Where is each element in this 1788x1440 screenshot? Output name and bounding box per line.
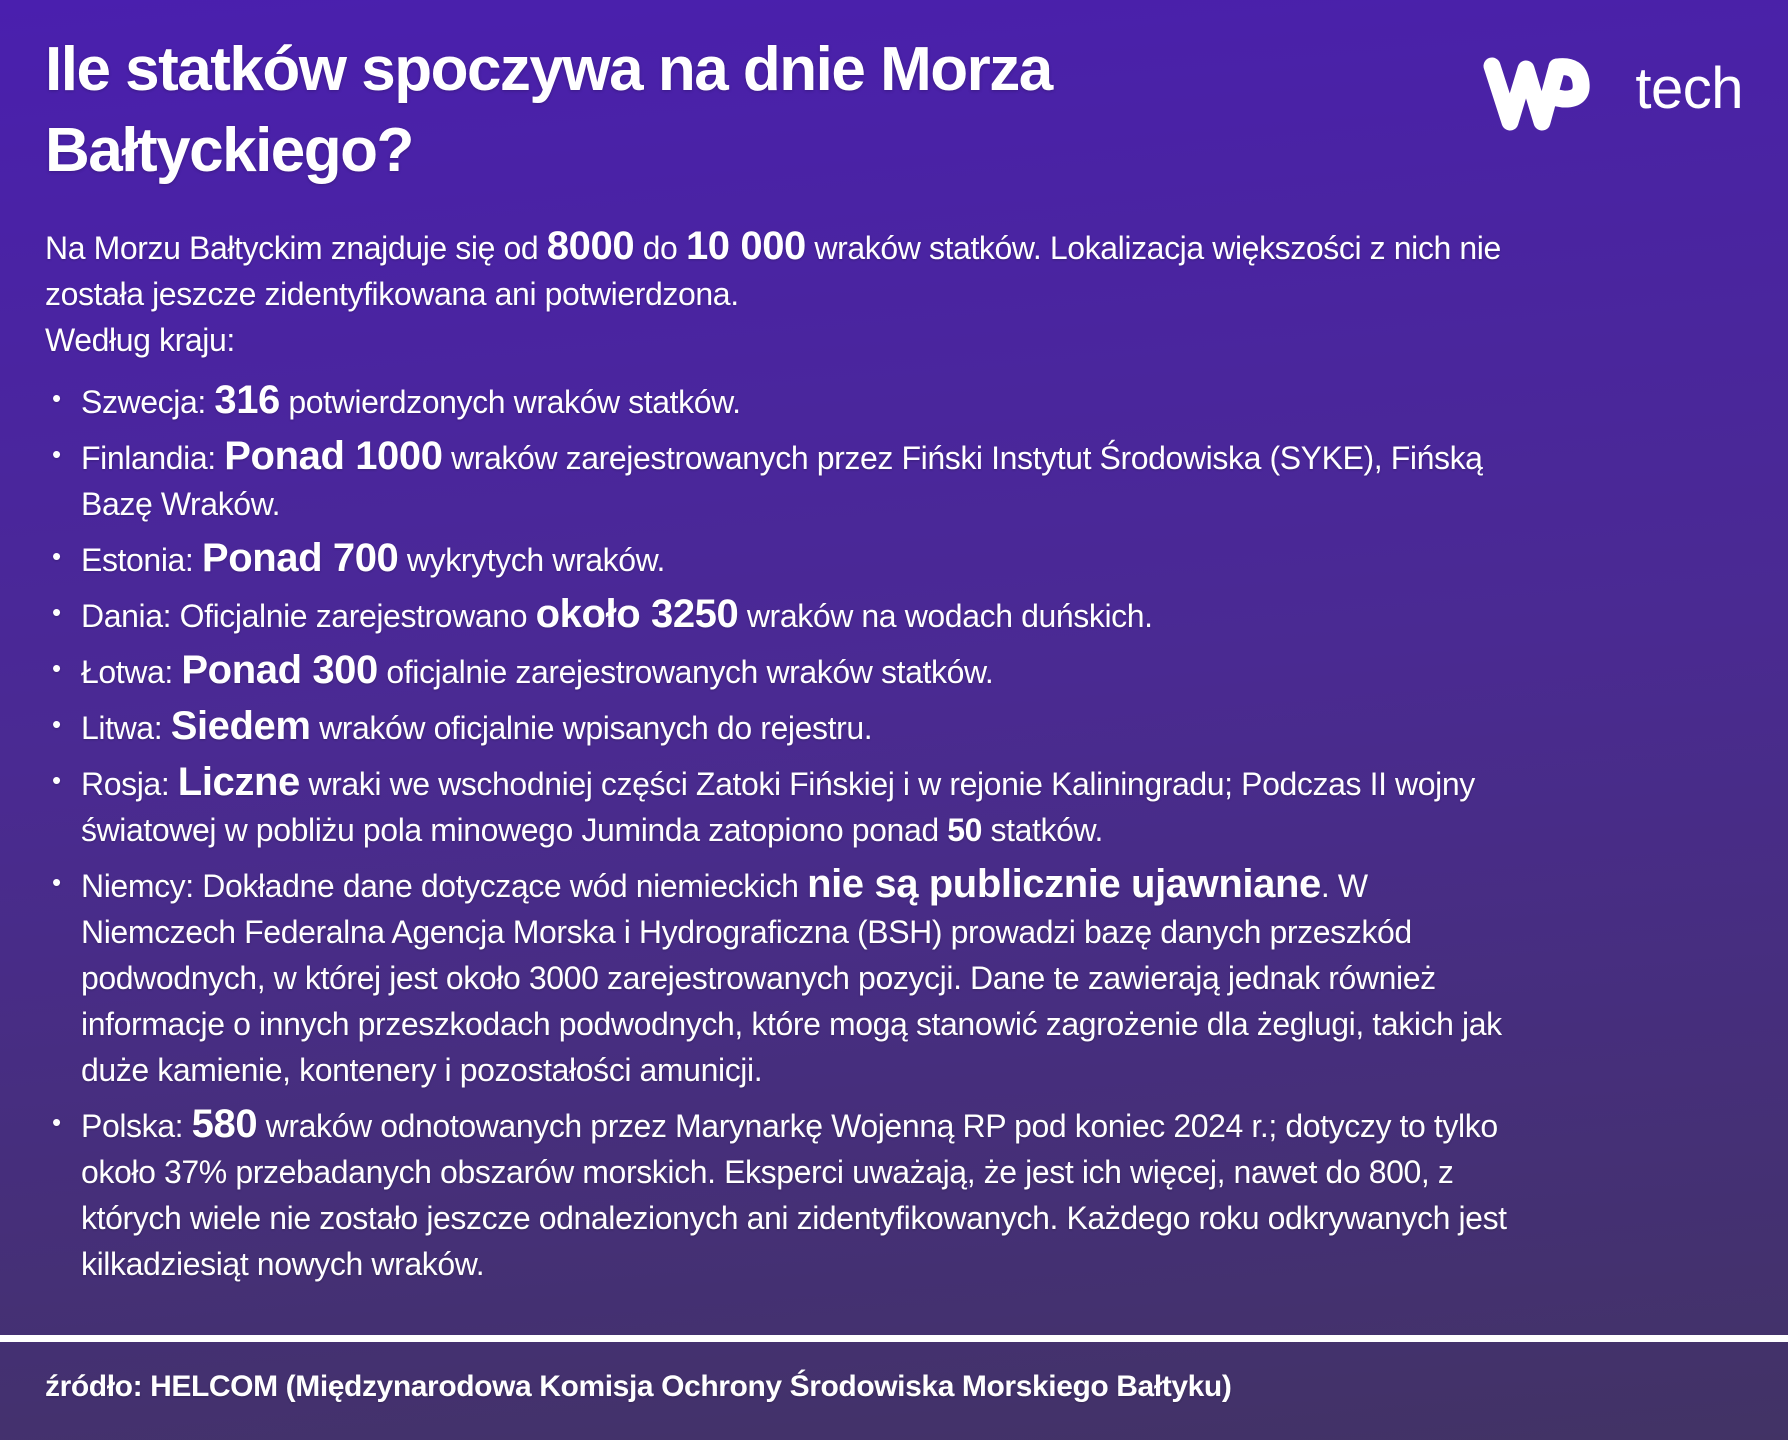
list-item-lotwa — [45, 647, 1515, 695]
text-run: . W Niemczech Federalna Agencja Morska i Hydrograficzna (BSH) prowadzi bazę danych przeszkód podwodnych, w której jest około 3000 zarejestrowanych pozycji. Dane te zawierają jednak również informacje o innych przeszkodach podwodnych, które mogą stanowić zagrożenie dla żeglugi, takich jak duże kamienie, kontenery i pozostałości amunicji. — [81, 868, 1502, 1089]
text-run: wraków na wodach duńskich. — [738, 598, 1153, 635]
text-run: Polska: — [81, 1108, 192, 1145]
page-title: Ile statków spoczywa na dnie Morza Bałtyckiego? — [45, 35, 1052, 185]
list-item-text — [81, 434, 1483, 523]
text-run: wraków statków. Lokalizacja większości z nich nie została jeszcze zidentyfikowana ani potwierdzona. — [45, 230, 1501, 313]
bullet-icon: • — [52, 439, 61, 470]
text-run: wraków odnotowanych przez Marynarkę Wojenną RP pod koniec 2024 r.; dotyczy to tylko około 37% przebadanych obszarów morskich. Eksperci uważają, że jest ich więcej, nawet do 800, z których wiele nie zostało jeszcze odnalezionych ani zidentyfikowanych. Każdego roku odkrywanych jest kilkadziesiąt nowych wraków. — [81, 1108, 1507, 1283]
text-run: Łotwa: — [81, 654, 182, 691]
text-run: Litwa: — [81, 710, 171, 747]
text-run: oficjalnie zarejestrowanych wraków statków. — [377, 654, 994, 691]
emphasis-text: 10 000 — [685, 224, 806, 269]
emphasis-text: 580 — [191, 1102, 258, 1147]
list-item-text — [81, 648, 994, 693]
text-run: wykrytych wraków. — [398, 542, 666, 579]
list-item-text — [81, 378, 741, 423]
text-run: Rosja: — [81, 766, 178, 803]
list-item-dania — [45, 591, 1515, 639]
text-run: Dania: Oficjalnie zarejestrowano — [81, 598, 536, 635]
list-item-text — [81, 760, 1475, 849]
list-item-text — [81, 1102, 1507, 1283]
text-run: wraków oficjalnie wpisanych do rejestru. — [310, 710, 873, 747]
intro-paragraph — [45, 223, 1515, 317]
main-content — [0, 191, 1560, 1335]
emphasis-text: Siedem — [170, 704, 311, 749]
list-item-finlandia — [45, 433, 1515, 527]
emphasis-text: Ponad 300 — [181, 648, 378, 693]
bullet-icon: • — [52, 541, 61, 572]
bullet-icon: • — [52, 597, 61, 628]
list-item-litwa — [45, 703, 1515, 751]
emphasis-text: Ponad 700 — [201, 536, 399, 581]
list-item-estonia — [45, 535, 1515, 583]
source-note: źródło: HELCOM (Międzynarodowa Komisja Ochrony Środowiska Morskiego Bałtyku) — [45, 1370, 1232, 1403]
bullet-icon: • — [52, 867, 61, 898]
list-item-rosja — [45, 759, 1515, 853]
list-item-text — [81, 862, 1502, 1089]
emphasis-text: nie są publicznie ujawniane — [807, 862, 1321, 907]
text-run: Estonia: — [81, 542, 202, 579]
emphasis-text: około 3250 — [535, 592, 739, 637]
bullet-icon: • — [52, 653, 61, 684]
text-run: Niemcy: Dokładne dane dotyczące wód niemieckich — [81, 868, 808, 905]
country-list — [45, 377, 1515, 1287]
wp-tech-logo — [1463, 42, 1743, 142]
list-item-text — [81, 536, 666, 581]
text-run: wraki we wschodniej części Zatoki Fińskiej i w rejonie Kaliningradu; Podczas II wojny światowej w pobliżu pola minowego Juminda zatopiono ponad — [81, 766, 1475, 849]
header — [0, 0, 1788, 191]
text-run: Szwecja: — [81, 384, 215, 421]
list-item-niemcy — [45, 861, 1515, 1093]
text-run: statków. — [982, 812, 1103, 849]
divider-line — [0, 1335, 1788, 1342]
bullet-icon: • — [52, 383, 61, 414]
bullet-icon: • — [52, 1107, 61, 1138]
text-run: potwierdzonych wraków statków. — [279, 384, 741, 421]
emphasis-text: 316 — [214, 378, 280, 423]
wp-monogram-icon — [1463, 42, 1615, 142]
footer — [0, 1335, 1788, 1440]
emphasis-text: Liczne — [177, 760, 300, 805]
list-item-text — [81, 592, 1153, 637]
lead-in-line: Według kraju: — [45, 322, 235, 359]
list-item-polska — [45, 1101, 1515, 1287]
text-run: Finlandia: — [81, 440, 225, 477]
emphasis-text: 50 — [947, 812, 983, 849]
logo-suffix-label: tech — [1635, 56, 1743, 121]
text-run: wraków zarejestrowanych przez Fiński Instytut Środowiska (SYKE), Fińską Bazę Wraków. — [81, 440, 1483, 523]
list-item-text — [81, 704, 873, 749]
text-run: do — [634, 230, 686, 267]
emphasis-text: 8000 — [546, 224, 635, 269]
text-run: Na Morzu Bałtyckim znajduje się od — [45, 230, 547, 267]
list-item-szwecja — [45, 377, 1515, 425]
emphasis-text: Ponad 1000 — [224, 434, 443, 479]
bullet-icon: • — [52, 765, 61, 796]
bullet-icon: • — [52, 709, 61, 740]
